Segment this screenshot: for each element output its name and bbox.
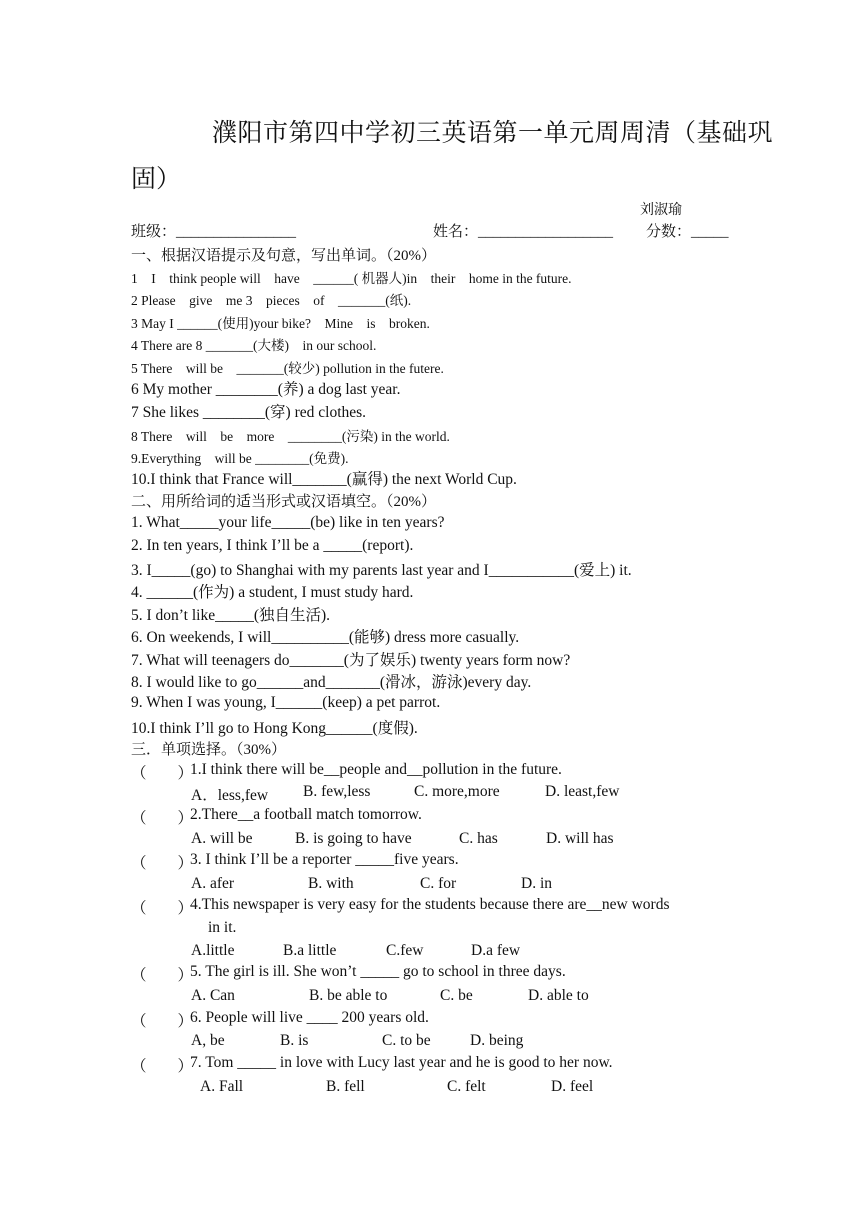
option-a: A. Fall xyxy=(200,1078,244,1095)
answer-paren: （ ） xyxy=(131,1013,194,1030)
question-stem: 6. People will live ____ 200 years old. xyxy=(190,1009,429,1026)
option-c: C. for xyxy=(420,875,457,892)
question-stem: 2.There__a football match tomorrow. xyxy=(190,806,422,823)
section2-item: 5. I don’t like_____(独自生活). xyxy=(131,607,331,624)
option-a: A. Can xyxy=(191,987,235,1004)
question-stem: 1.I think there will be__people and__pollution in the future. xyxy=(190,761,562,778)
section1-item: 3 May I ______(使用)your bike? Mine is broken. xyxy=(131,316,430,331)
section1-item: 6 My mother ________(养) a dog last year. xyxy=(131,381,401,398)
answer-paren: （ ） xyxy=(131,855,194,872)
section2-item: 10.I think I’ll go to Hong Kong______(度假). xyxy=(131,720,418,737)
answer-paren: （ ） xyxy=(131,765,194,782)
option-a: A, be xyxy=(191,1032,225,1049)
option-a: A. afer xyxy=(191,875,235,892)
question-stem-continued: in it. xyxy=(208,919,237,936)
option-c: C.few xyxy=(386,942,424,959)
author-name: 刘淑瑜 xyxy=(640,203,682,218)
option-b: B. few,less xyxy=(303,783,371,800)
option-a: A.little xyxy=(191,942,235,959)
answer-paren: （ ） xyxy=(131,900,194,917)
section1-item: 4 There are 8 _______(大楼) in our school. xyxy=(131,338,377,353)
section2-item: 2. In ten years, I think I’ll be a _____(report). xyxy=(131,537,414,554)
option-d: D. will has xyxy=(546,830,614,847)
option-b: B. is going to have xyxy=(295,830,412,847)
option-c: C. be xyxy=(440,987,473,1004)
option-d: D. least,few xyxy=(545,783,620,800)
answer-paren: （ ） xyxy=(131,1058,194,1075)
option-b: B. with xyxy=(308,875,354,892)
option-c: C. felt xyxy=(447,1078,486,1095)
section3-heading: 三．单项选择。（30%） xyxy=(131,742,286,758)
section2-item: 7. What will teenagers do_______(为了娱乐) twenty years form now? xyxy=(131,652,571,669)
section1-item: 10.I think that France will_______(赢得) the next World Cup. xyxy=(131,471,517,488)
section1-item: 8 There will be more ________(污染) in the world. xyxy=(131,429,450,444)
section1-item: 9.Everything will be ________(免费). xyxy=(131,451,349,466)
name-field: 姓名：__________________ xyxy=(433,224,614,240)
option-b: B. be able to xyxy=(309,987,388,1004)
question-stem: 3. I think I’ll be a reporter _____five years. xyxy=(190,851,459,868)
option-d: D.a few xyxy=(471,942,521,959)
option-d: D. feel xyxy=(551,1078,594,1095)
answer-paren: （ ） xyxy=(131,810,194,827)
question-stem: 5. The girl is ill. She won’t _____ go to school in three days. xyxy=(190,963,566,980)
class-field: 班级：________________ xyxy=(131,224,297,240)
option-d: D. in xyxy=(521,875,552,892)
section1-item: 5 There will be _______(较少) pollution in the futere. xyxy=(131,361,444,376)
section2-item: 4. ______(作为) a student, I must study hard. xyxy=(131,584,414,601)
option-b: B.a little xyxy=(283,942,337,959)
option-d: D. being xyxy=(470,1032,524,1049)
section1-heading: 一、根据汉语提示及句意，写出单词。（20%） xyxy=(131,248,436,264)
score-field: 分数：_____ xyxy=(646,224,729,240)
section2-item: 3. I_____(go) to Shanghai with my parents last year and I___________(爱上) it. xyxy=(131,562,632,579)
option-b: B. is xyxy=(280,1032,309,1049)
option-c: C. to be xyxy=(382,1032,431,1049)
option-c: C. more,more xyxy=(414,783,500,800)
section1-item: 2 Please give me 3 pieces of _______(纸). xyxy=(131,293,412,308)
option-c: C. has xyxy=(459,830,498,847)
section1-item: 1 I think people will have ______( 机器人)in their home in the future. xyxy=(131,271,572,286)
page-title-continued: 固） xyxy=(131,166,182,193)
question-stem: 7. Tom _____ in love with Lucy last year and he is good to her now. xyxy=(190,1054,613,1071)
option-d: D. able to xyxy=(528,987,589,1004)
option-a: A．less,few xyxy=(191,787,269,804)
section2-item: 8. I would like to go______and_______(滑冰，游泳)every day. xyxy=(131,674,532,691)
section1-item: 7 She likes ________(穿) red clothes. xyxy=(131,404,367,421)
section2-item: 1. What_____your life_____(be) like in ten years? xyxy=(131,514,445,531)
page-title: 濮阳市第四中学初三英语第一单元周周清（基础巩 xyxy=(212,120,774,147)
section2-heading: 二、用所给词的适当形式或汉语填空。（20%） xyxy=(131,494,436,510)
section2-item: 9. When I was young, I______(keep) a pet parrot. xyxy=(131,694,441,711)
option-a: A. will be xyxy=(191,830,253,847)
section2-item: 6. On weekends, I will__________(能够) dress more casually. xyxy=(131,629,520,646)
answer-paren: （ ） xyxy=(131,967,194,984)
question-stem: 4.This newspaper is very easy for the students because there are__new words xyxy=(190,896,670,913)
option-b: B. fell xyxy=(326,1078,365,1095)
